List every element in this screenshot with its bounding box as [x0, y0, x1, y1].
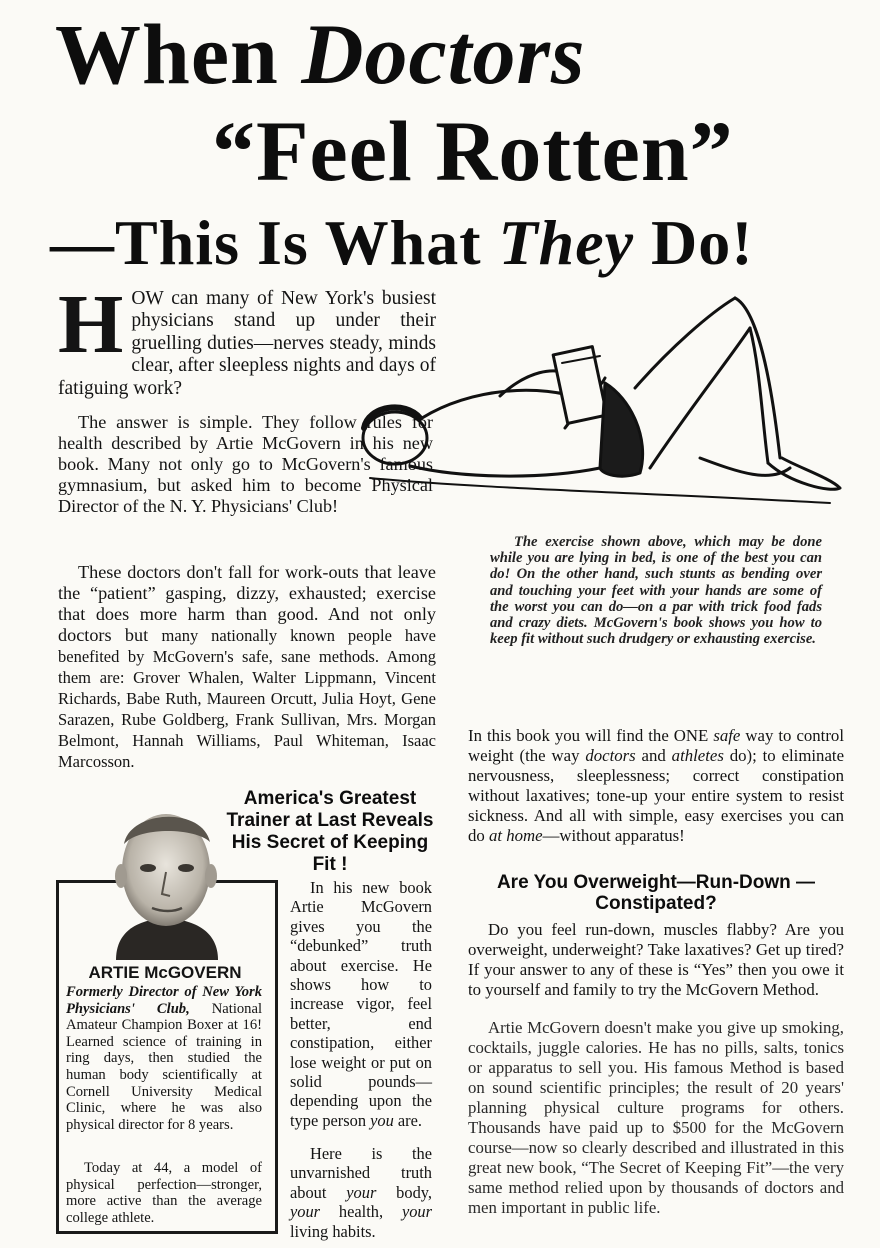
headline-this-is-what: —This Is What [50, 207, 499, 278]
headline-line-1 [55, 6, 585, 102]
headline-do: Do! [634, 207, 754, 278]
book-text-safe: safe [713, 726, 741, 745]
book-text-b: way to control weight (the way [468, 726, 844, 765]
middle-text-b: are. [393, 1110, 423, 1130]
middle-text-you: you [370, 1110, 394, 1130]
doctors-paragraph-a: These doctors don't fall for work-outs that leave the “patient” gasping, dizzy, exhausted; exercise that does more harm than good. And not only doctors but [58, 562, 436, 645]
bio-today: Today at 44, a model of physical perfection—stronger, more active than the average college athlete. [66, 1160, 262, 1226]
method-paragraph: Artie McGovern doesn't make you give up smoking, cocktails, juggle calories. He has no pills, salts, tonics or apparatus to sell you. His famous Method is based on sound scientific principles; the result of 20 years' planning physical culture programs for others. Thousands have paid up to $500 for the McGovern course—now so clearly described and illustrated in this great new book, “The Secret of Keeping Fit”—the very same method relied upon by thousands of doctors and men important in public life. [468, 1018, 844, 1217]
bio-title: Formerly Director of New York Physicians' Club, [66, 984, 262, 1017]
book-text-athletes: athletes [671, 746, 724, 765]
book-paragraph [468, 726, 844, 846]
book-text-at-home: at home [488, 826, 543, 845]
drop-cap: H [58, 278, 124, 371]
headline-line-3 [50, 203, 754, 283]
illustration-caption: The exercise shown above, which may be done while you are lying in bed, is one of the best you can do! On the other hand, such stunts as bending over and touching your feet with your hands are some of the worst you can do—on a par with trick food fads and crazy diets. McGovern's book shows you how to keep fit without such drudgery or exhausting exercise. [490, 534, 822, 648]
book-text-e: —without apparatus! [542, 826, 685, 845]
headline-when: When [55, 6, 302, 102]
middle-paragraph-2 [290, 1144, 432, 1241]
middle-paragraph [290, 878, 432, 1130]
overweight-subheading: Are You Overweight—Run-Down —Constipated? [496, 872, 816, 914]
headline-they: They [498, 207, 635, 278]
middle2-your-2: your [290, 1202, 321, 1222]
bio-text [66, 984, 262, 1133]
bio-description: National Amateur Champion Boxer at 16! Learned science of training in ring days, then studied the human body scientifically at Cornell University Medical Clinic, where he was also physical director for 8 years. [66, 1000, 263, 1133]
portrait-photo [96, 792, 236, 960]
answer-paragraph: The answer is simple. They follow rules for health described by Artie McGovern in his new book. Many not only go to McGovern's famous gymnasium, but asked him to become Physical Director of the N. Y. Physicians' Club! [58, 412, 433, 516]
headline-doctors: Doctors [301, 6, 586, 102]
book-text-d: do); to eliminate nervousness, sleeplessness; correct constipation without laxatives; tone-up your entire system to resist sickness. And all with simple, easy exercises you can do [468, 746, 845, 845]
middle2-your-1: your [346, 1182, 377, 1202]
middle2-your-3: your [401, 1202, 432, 1222]
lead-text: OW can many of New York's busiest physicians stand up under their gruelling duties—nerves steady, minds clear, after sleepless nights and days of fatiguing work? [58, 288, 436, 399]
middle2-text-c: Here is the unvarnished truth about [290, 1144, 432, 1202]
doctors-paragraph [58, 562, 436, 772]
book-text-doctors: doctors [585, 746, 636, 765]
middle2-text-e: health, [320, 1202, 402, 1222]
middle-text-a: In his new book Artie McGovern gives you the “debunked” truth about exercise. He shows how to increase vigor, feel better, end constipation, either lose weight or put on solid pounds—depending upon the type person [290, 878, 432, 1130]
middle2-text-d: body, [376, 1182, 432, 1202]
bio-name: ARTIE McGOVERN [88, 963, 242, 982]
doctors-paragraph-b: many nationally known people have benefited by McGovern's safe, sane methods. Among them are: Grover Whalen, Walter Lippmann, Vincent Richards, Babe Ruth, Maureen Orcutt, Julia Hoyt, Gene Sarazen, Rube Goldberg, Frank Sullivan, Mrs. Morgan Belmont, Hannah Williams, Paul Whiteman, Isaac Marcosson. [58, 626, 436, 771]
trainer-subheading: America's Greatest Trainer at Last Reveals His Secret of Keeping Fit ! [226, 788, 434, 875]
book-text-a: In this book you will find the ONE [468, 726, 714, 745]
middle2-text-f: living habits. [290, 1221, 376, 1241]
headline-line-2: “Feel Rotten” [212, 103, 734, 199]
exercise-illustration [350, 288, 850, 528]
run-down-paragraph: Do you feel run-down, muscles flabby? Are you overweight, underweight? Take laxatives? Get up tired? If your answer to any of these is “Yes” then you owe it to yourself and family to try the McGovern Method. [468, 920, 844, 999]
book-text-c: and [635, 746, 672, 765]
